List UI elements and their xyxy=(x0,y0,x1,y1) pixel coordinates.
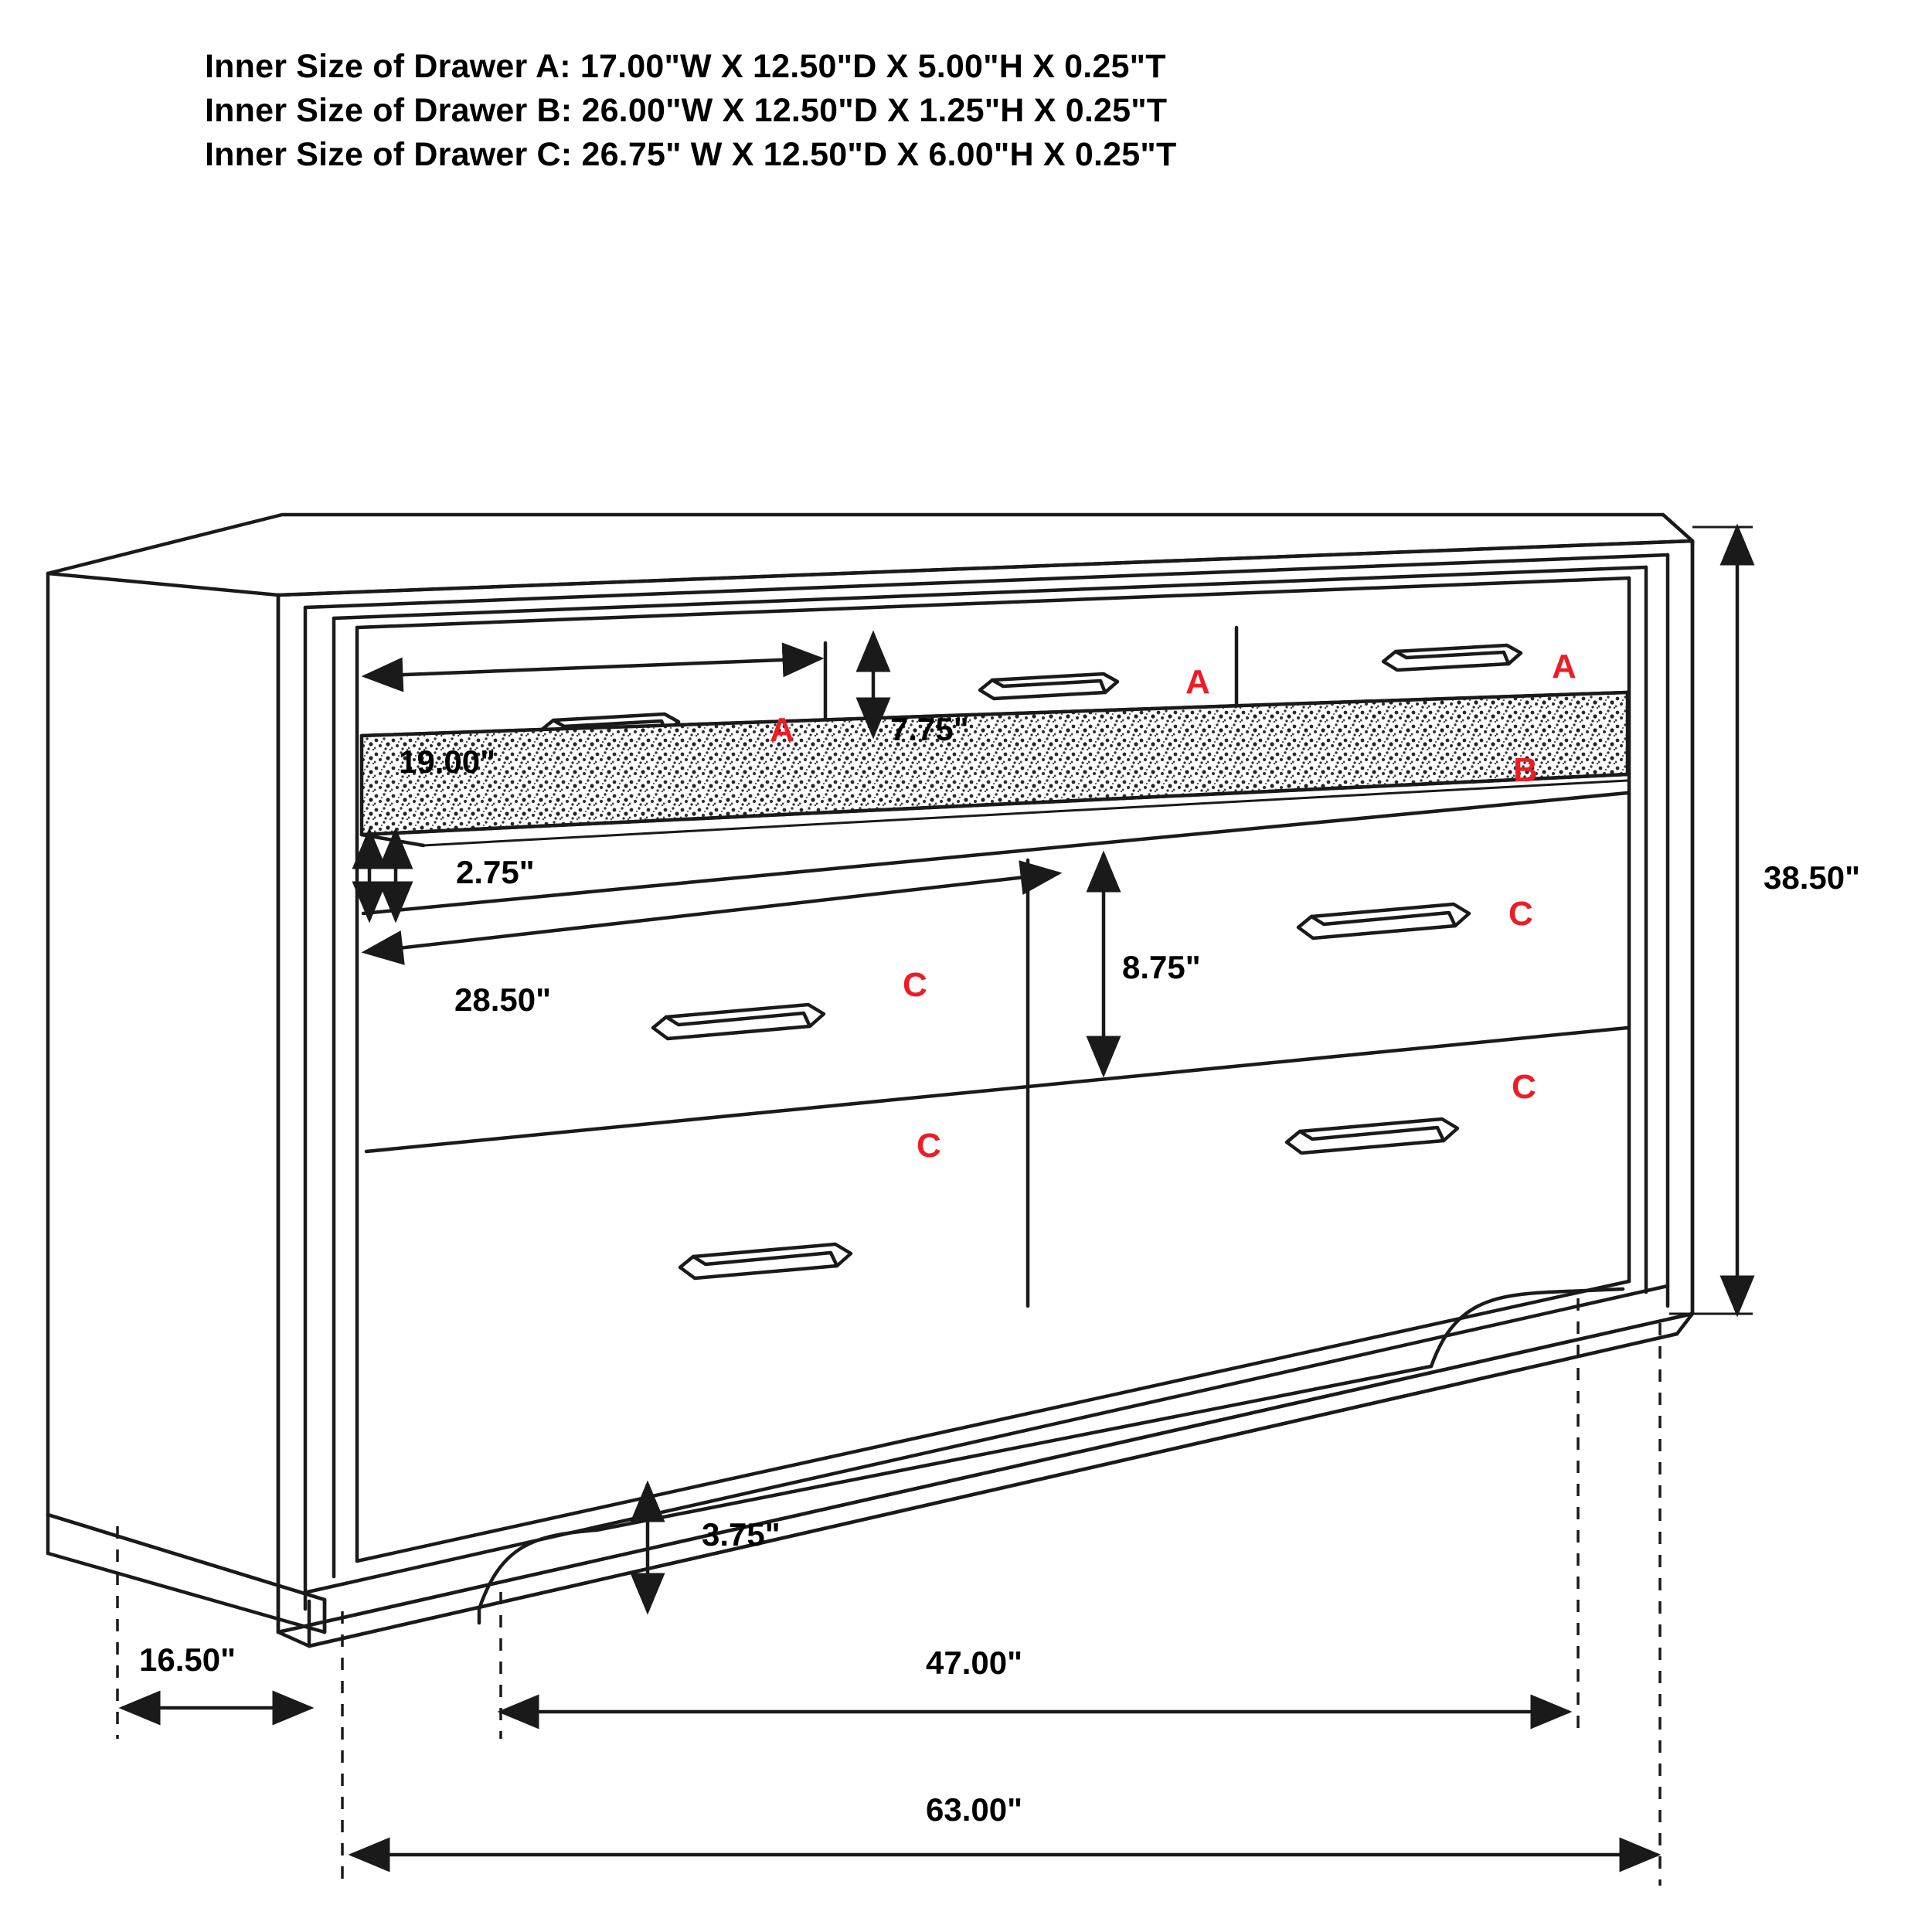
drawer-callout-b1: B xyxy=(1513,751,1538,789)
dim-label-drawer-c-width: 28.50" xyxy=(454,981,552,1018)
dim-label-drawer-c-height: 8.75" xyxy=(1122,949,1201,985)
drawer-callout-c2: C xyxy=(903,966,927,1004)
drawer-callout-c1: C xyxy=(1509,895,1533,933)
spec-line-drawer-a: Inner Size of Drawer A: 17.00"W X 12.50"D X 5.00"H X 0.25"T xyxy=(205,48,1166,85)
spec-line-drawer-b: Inner Size of Drawer B: 26.00"W X 12.50"D X 1.25"H X 0.25"T xyxy=(205,92,1168,130)
drawer-callout-a2: A xyxy=(1185,663,1210,701)
dim-label-total-height: 38.50" xyxy=(1764,859,1861,896)
dim-label-depth: 16.50" xyxy=(139,1641,236,1678)
dim-label-toe-kick-height: 3.75" xyxy=(702,1516,781,1553)
drawer-callout-c3: C xyxy=(1512,1068,1536,1106)
dim-label-drawer-a-width: 19.00" xyxy=(399,743,496,780)
dim-label-total-width: 63.00" xyxy=(926,1791,1023,1828)
dim-label-drawer-b-height: 2.75" xyxy=(456,854,535,890)
drawer-callout-a1: A xyxy=(770,711,794,749)
dim-label-inner-width: 47.00" xyxy=(926,1645,1023,1681)
drawer-callout-c4: C xyxy=(917,1127,941,1165)
dim-label-drawer-a-height: 7.75" xyxy=(890,711,969,747)
drawer-callout-a3: A xyxy=(1552,648,1577,685)
spec-line-drawer-c: Inner Size of Drawer C: 26.75" W X 12.50"D X 6.00"H X 0.25"T xyxy=(205,136,1177,174)
